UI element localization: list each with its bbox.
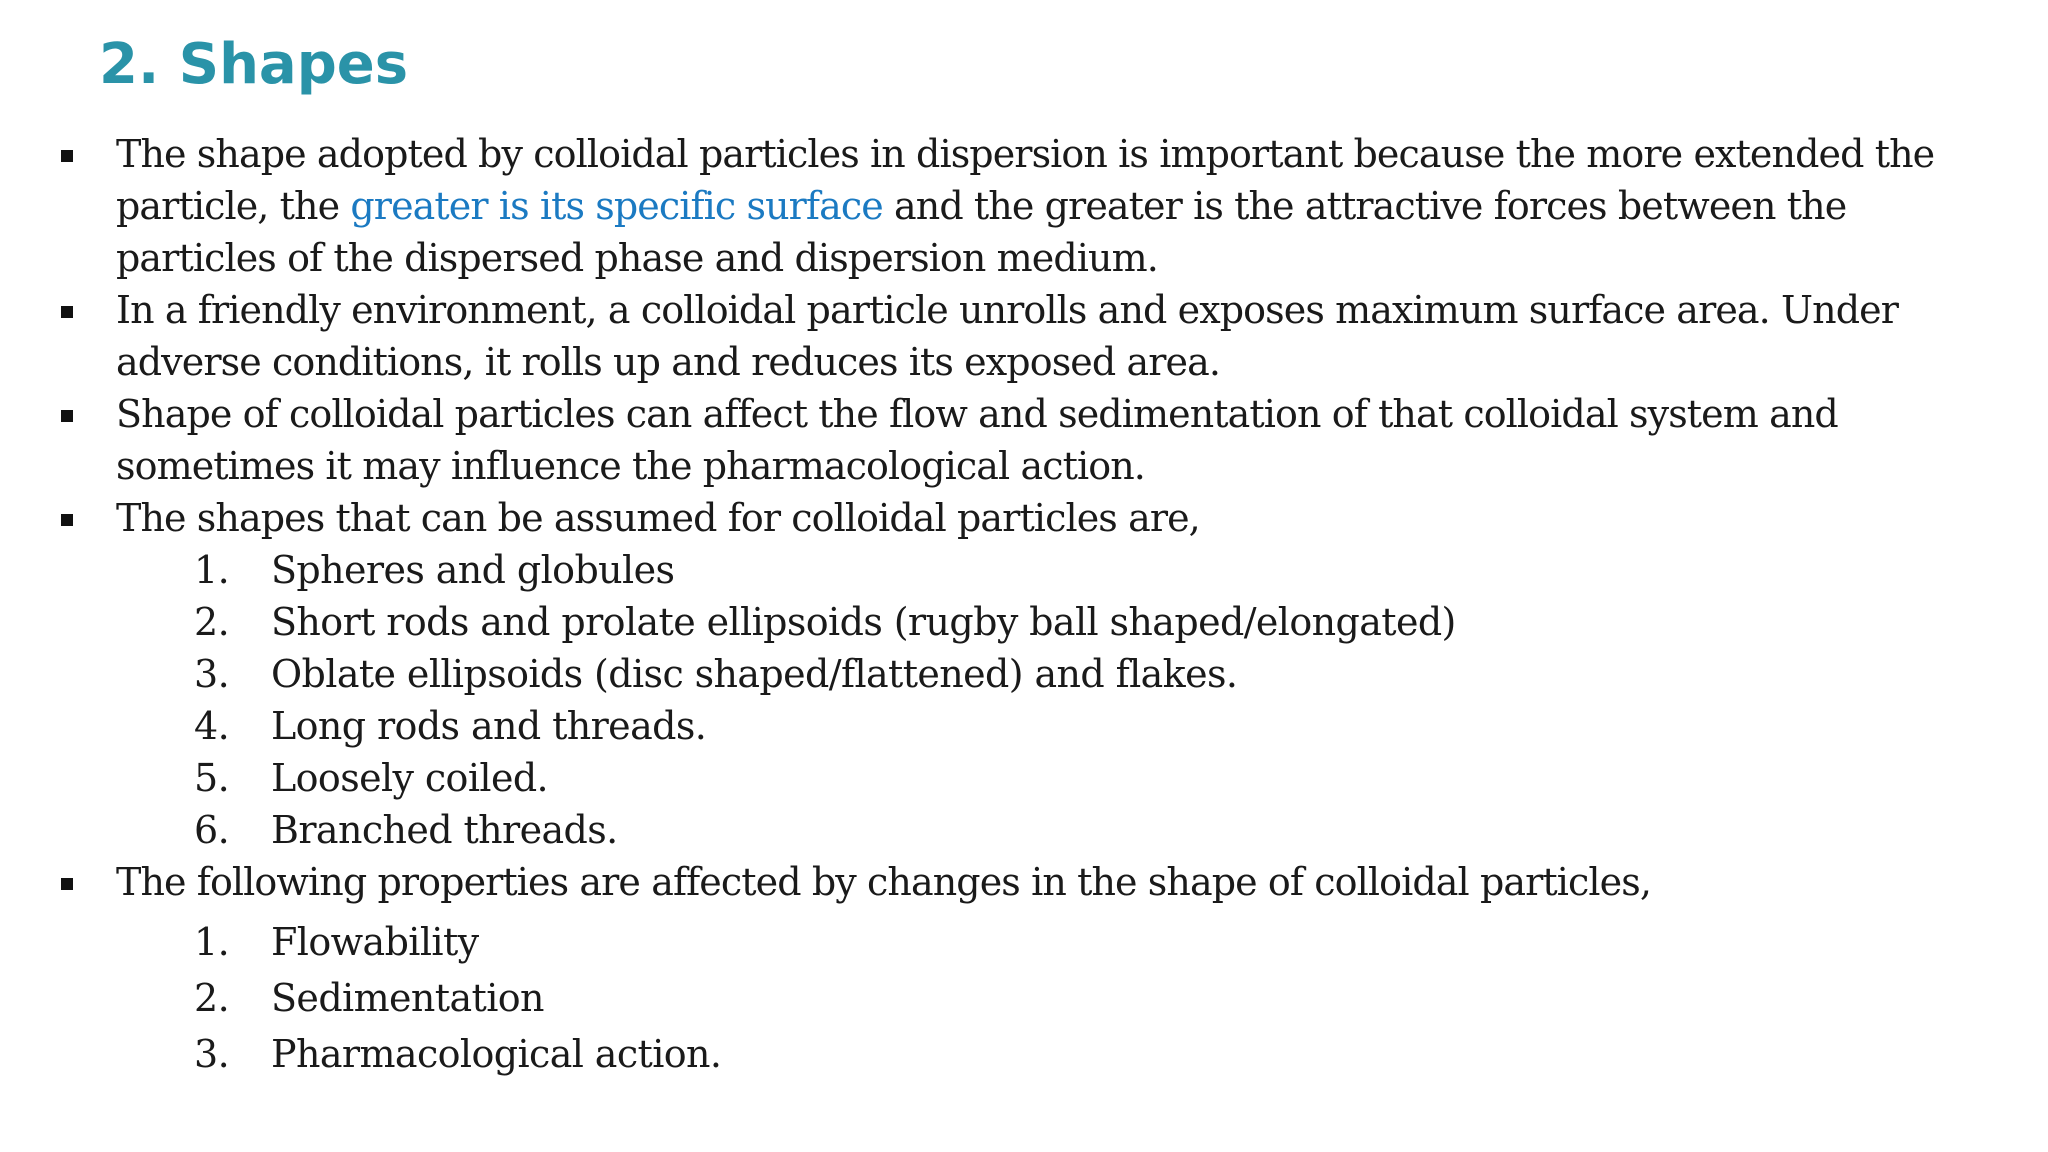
square-bullet-icon <box>61 410 73 422</box>
list-item-text: Short rods and prolate ellipsoids (rugby ball shaped/elongated) <box>271 600 1456 644</box>
list-number: 1. <box>194 548 230 592</box>
list-number: 3. <box>194 652 230 696</box>
numbered-list-shapes <box>60 544 2000 856</box>
square-bullet-icon <box>61 878 73 890</box>
numbered-list-item <box>60 648 2000 700</box>
numbered-list-item <box>60 804 2000 856</box>
list-item-text: Sedimentation <box>271 976 544 1020</box>
list-number: 6. <box>194 808 230 852</box>
bullet-text-segment: particle, the <box>116 184 351 228</box>
bullet-text-line <box>116 180 2000 232</box>
bullet-text-segment: and the greater is the attractive forces between the <box>882 184 1847 228</box>
bullet-item <box>60 388 2000 492</box>
bullet-text-line: The shapes that can be assumed for colloidal particles are, <box>116 496 1200 540</box>
list-item-text: Branched threads. <box>271 808 618 852</box>
numbered-list-item <box>60 970 2000 1026</box>
bullet-text-line: sometimes it may influence the pharmacological action. <box>116 444 1145 488</box>
square-bullet-icon <box>61 306 73 318</box>
bullet-text-line: In a friendly environment, a colloidal particle unrolls and exposes maximum surface area. Under <box>116 288 1899 332</box>
list-number: 2. <box>194 600 230 644</box>
numbered-list-item <box>60 1026 2000 1082</box>
bullet-text-line: The shape adopted by colloidal particles in dispersion is important because the more extended the <box>116 132 1935 176</box>
bullet-item <box>60 284 2000 388</box>
numbered-list-item <box>60 752 2000 804</box>
bullet-item <box>60 128 2000 284</box>
list-number: 5. <box>194 756 230 800</box>
list-number: 4. <box>194 704 230 748</box>
list-number: 3. <box>194 1032 230 1076</box>
slide-content <box>60 128 2000 1082</box>
list-item-text: Flowability <box>271 920 479 964</box>
list-number: 2. <box>194 976 230 1020</box>
square-bullet-icon <box>61 150 73 162</box>
list-item-text: Spheres and globules <box>271 548 675 592</box>
list-item-text: Oblate ellipsoids (disc shaped/flattened) and flakes. <box>271 652 1238 696</box>
bullet-text-line: Shape of colloidal particles can affect the flow and sedimentation of that colloidal system and <box>116 392 1838 436</box>
list-item-text: Long rods and threads. <box>271 704 707 748</box>
bullet-item <box>60 492 2000 544</box>
square-bullet-icon <box>61 514 73 526</box>
bullet-text-line: adverse conditions, it rolls up and reduces its exposed area. <box>116 340 1221 384</box>
numbered-list-item <box>60 596 2000 648</box>
slide-title: 2. Shapes <box>99 32 409 97</box>
bullet-text-line: The following properties are affected by changes in the shape of colloidal particles, <box>116 860 1652 904</box>
highlighted-phrase: greater is its specific surface <box>350 184 883 228</box>
bullet-item <box>60 856 2000 908</box>
list-item-text: Pharmacological action. <box>271 1032 722 1076</box>
numbered-list-item <box>60 914 2000 970</box>
bullet-text-line: particles of the dispersed phase and dispersion medium. <box>116 236 1158 280</box>
list-number: 1. <box>194 920 230 964</box>
numbered-list-properties <box>60 914 2000 1082</box>
list-item-text: Loosely coiled. <box>271 756 549 800</box>
numbered-list-item <box>60 700 2000 752</box>
numbered-list-item <box>60 544 2000 596</box>
